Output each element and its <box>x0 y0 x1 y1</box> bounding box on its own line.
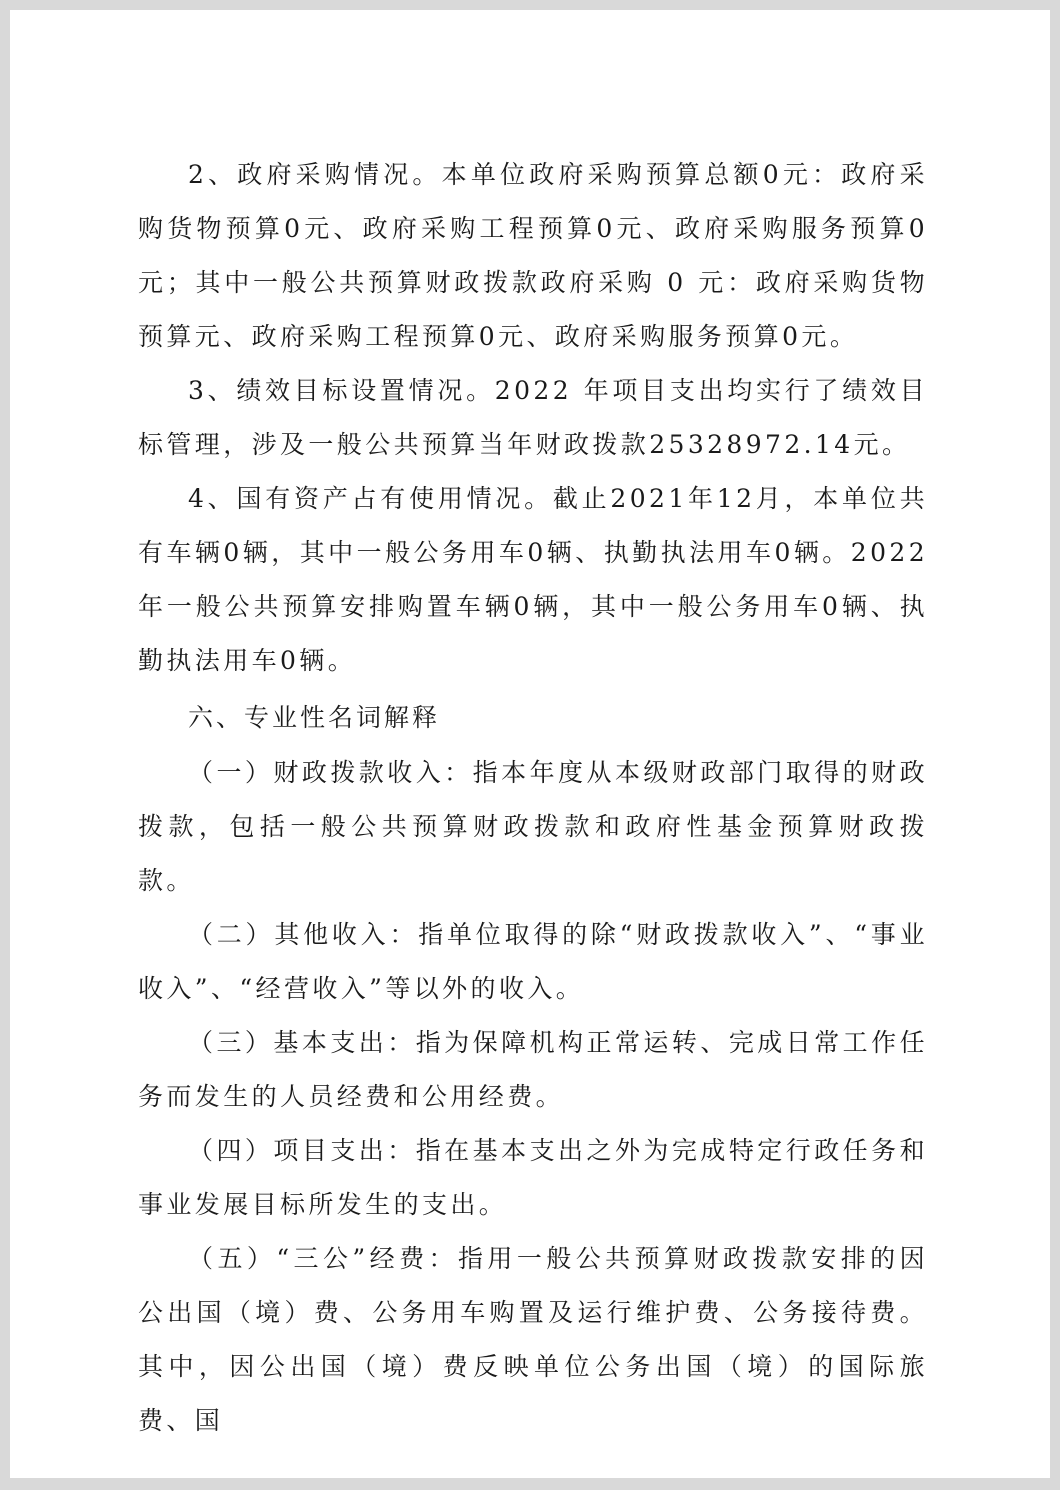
paragraph-other-income: （二）其他收入：指单位取得的除“财政拨款收入”、“事业收入”、“经营收入”等以外的收入。 <box>138 920 928 1003</box>
section-heading-terms: 六、专业性名词解释 <box>188 703 441 732</box>
document-body <box>138 148 928 1448</box>
paragraph-government-procurement: 2、政府采购情况。本单位政府采购预算总额0元：政府采购货物预算0元、政府采购工程预算0元、政府采购服务预算0元；其中一般公共预算财政拨款政府采购 0 元：政府采购货物预算元、政府采购工程预算0元、政府采购服务预算0元。 <box>138 160 928 351</box>
document-page <box>10 10 1050 1478</box>
paragraph-state-assets: 4、国有资产占有使用情况。截止2021年12月，本单位共有车辆0辆，其中一般公务用车0辆、执勤执法用车0辆。2022年一般公共预算安排购置车辆0辆，其中一般公务用车0辆、执勤执法用车0辆。 <box>138 484 928 675</box>
paragraph-project-expenditure: （四）项目支出：指在基本支出之外为完成特定行政任务和事业发展目标所发生的支出。 <box>138 1136 928 1219</box>
paragraph-performance-targets: 3、绩效目标设置情况。2022 年项目支出均实行了绩效目标管理，涉及一般公共预算当年财政拨款25328972.14元。 <box>138 376 928 459</box>
paragraph-basic-expenditure: （三）基本支出：指为保障机构正常运转、完成日常工作任务而发生的人员经费和公用经费。 <box>138 1028 928 1111</box>
paragraph-fiscal-appropriation-income: （一）财政拨款收入：指本年度从本级财政部门取得的财政拨款，包括一般公共预算财政拨款和政府性基金预算财政拨款。 <box>138 758 928 895</box>
paragraph-three-public-expenses: （五）“三公”经费：指用一般公共预算财政拨款安排的因公出国（境）费、公务用车购置及运行维护费、公务接待费。其中，因公出国（境）费反映单位公务出国（境）的国际旅费、国 <box>138 1244 928 1435</box>
